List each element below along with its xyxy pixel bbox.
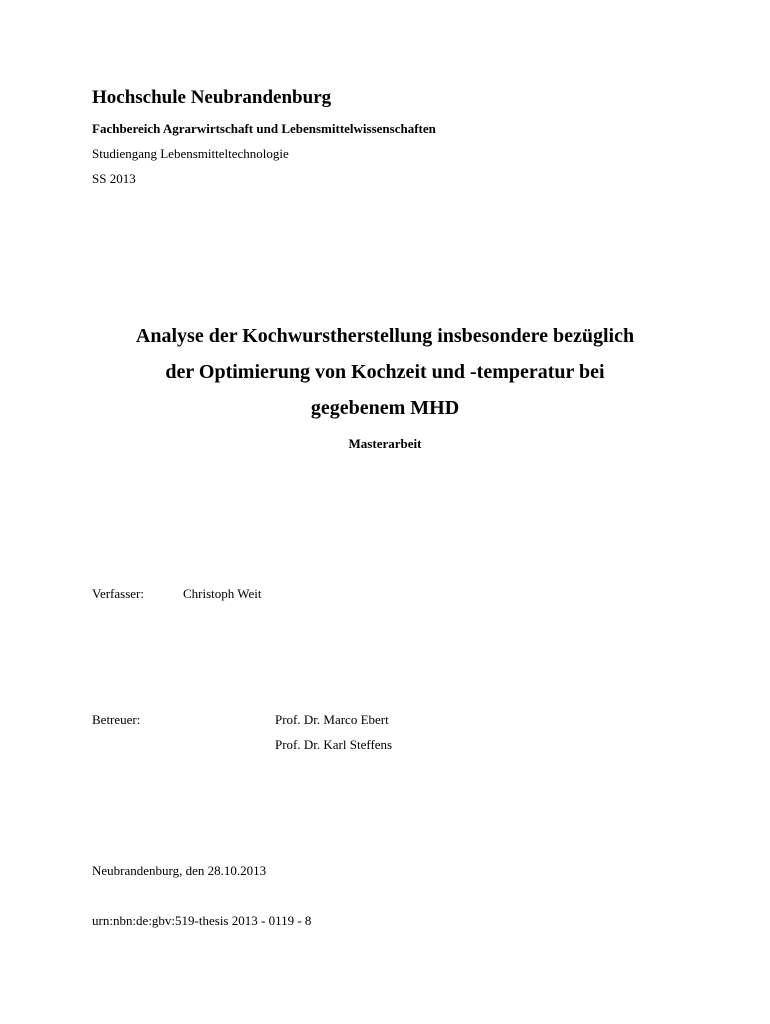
thesis-title-line-3: gegebenem MHD [310, 397, 460, 419]
study-program: Studiengang Lebensmitteltechnologie [92, 146, 289, 161]
author-label: Verfasser: [92, 586, 144, 601]
supervisor-name-1: Prof. Dr. Marco Ebert [275, 712, 389, 727]
supervisor-label: Betreuer: [92, 712, 141, 727]
thesis-type: Masterarbeit [348, 436, 422, 451]
faculty-name: Fachbereich Agrarwirtschaft und Lebensmittelwissenschaften [92, 121, 436, 136]
place-and-date: Neubrandenburg, den 28.10.2013 [92, 863, 267, 878]
university-name: Hochschule Neubrandenburg [92, 87, 332, 108]
supervisor-name-2: Prof. Dr. Karl Steffens [275, 737, 393, 752]
thesis-title [0, 318, 770, 426]
thesis-title-line-2: der Optimierung von Kochzeit und -temperatur bei [165, 361, 605, 383]
author-name: Christoph Weit [183, 586, 262, 601]
thesis-title-line-1: Analyse der Kochwurstherstellung insbesondere bezüglich [135, 325, 635, 347]
urn-identifier: urn:nbn:de:gbv:519-thesis 2013 - 0119 - 8 [92, 913, 312, 928]
semester: SS 2013 [92, 171, 136, 186]
